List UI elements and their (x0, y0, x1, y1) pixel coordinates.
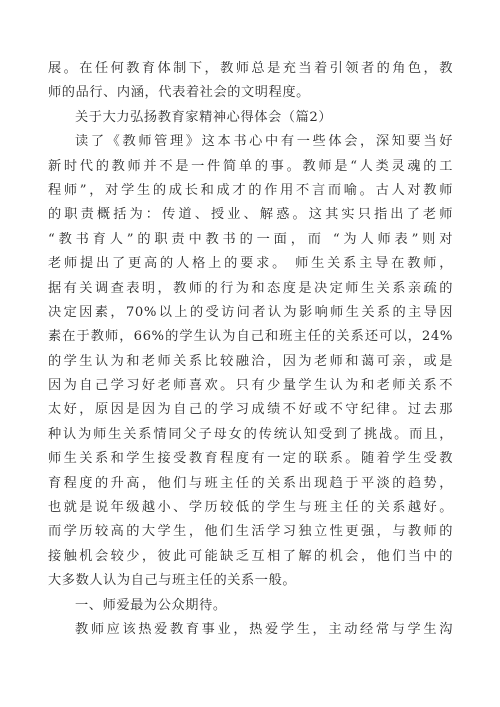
paragraph-line: 程师”，对学生的成长和成才的作用不言而喻。古人对教师 (48, 182, 453, 198)
paragraph-line: 师生关系和学生接受教育程度有一定的联系。随着学生受教 (48, 451, 453, 467)
body-text (48, 57, 453, 642)
paragraph-line: 展。在任何教育体制下，教师总是充当着引领者的角色，教 (48, 61, 453, 76)
paragraph-line: 决定因素，70%以上的受访问者认为影响师生关系的主导因 (48, 304, 453, 320)
paragraph-line: 因为自己学习好老师喜欢。只有少量学生认为和老师关系不 (48, 378, 453, 394)
paragraph-line: 太好，原因是因为自己的学习成绩不好或不守纪律。过去那 (48, 402, 453, 418)
paragraph-line: 教师应该热爱教育事业，热爱学生，主动经常与学生沟 (75, 621, 453, 637)
paragraph-line: 育程度的升高，他们与班主任的关系出现趋于平淡的趋势， (48, 475, 453, 491)
paragraph-line: 据有关调查表明，教师的行为和态度是决定师生关系亲疏的 (48, 280, 453, 296)
paragraph-line: 的学生认为和老师关系比较融洽，因为老师和蔼可亲，或是 (48, 353, 453, 369)
section-heading: 一、师爱最为公众期待。 (75, 597, 227, 613)
paragraph-line: 新时代的教师并不是一件简单的事。教师是“人类灵魂的工 (48, 158, 453, 174)
paragraph-line: 接触机会较少，彼此可能缺乏互相了解的机会，他们当中的 (48, 548, 453, 564)
paragraph-line: 读了《教师管理》这本书心中有一些体会，深知要当好 (75, 134, 453, 150)
paragraph-line: 师的品行、内涵，代表着社会的文明程度。 (48, 85, 310, 101)
paragraph-line: 大多数人认为自己与班主任的关系一般。 (48, 573, 297, 589)
paragraph-line: 种认为师生关系情同父子母女的传统认知受到了挑战。而且， (48, 426, 453, 442)
paragraph-line: 也就是说年级越小、学历较低的学生与班主任的关系越好。 (48, 500, 453, 516)
paragraph-line: 而学历较高的大学生，他们生活学习独立性更强，与教师的 (48, 524, 453, 540)
paragraph-line: 素在于教师，66%的学生认为自己和班主任的关系还可以，24% (48, 329, 453, 345)
paragraph-line: 的职责概括为：传道、授业、解惑。这其实只指出了老师 (48, 207, 453, 223)
paragraph-line: 老师提出了更高的人格上的要求。 师生关系主导在教师， (48, 256, 453, 272)
section-heading: 关于大力弘扬教育家精神心得体会（篇2） (75, 109, 333, 125)
paragraph-line: “教书育人”的职责中教书的一面，而 “为人师表”则对 (48, 231, 453, 247)
